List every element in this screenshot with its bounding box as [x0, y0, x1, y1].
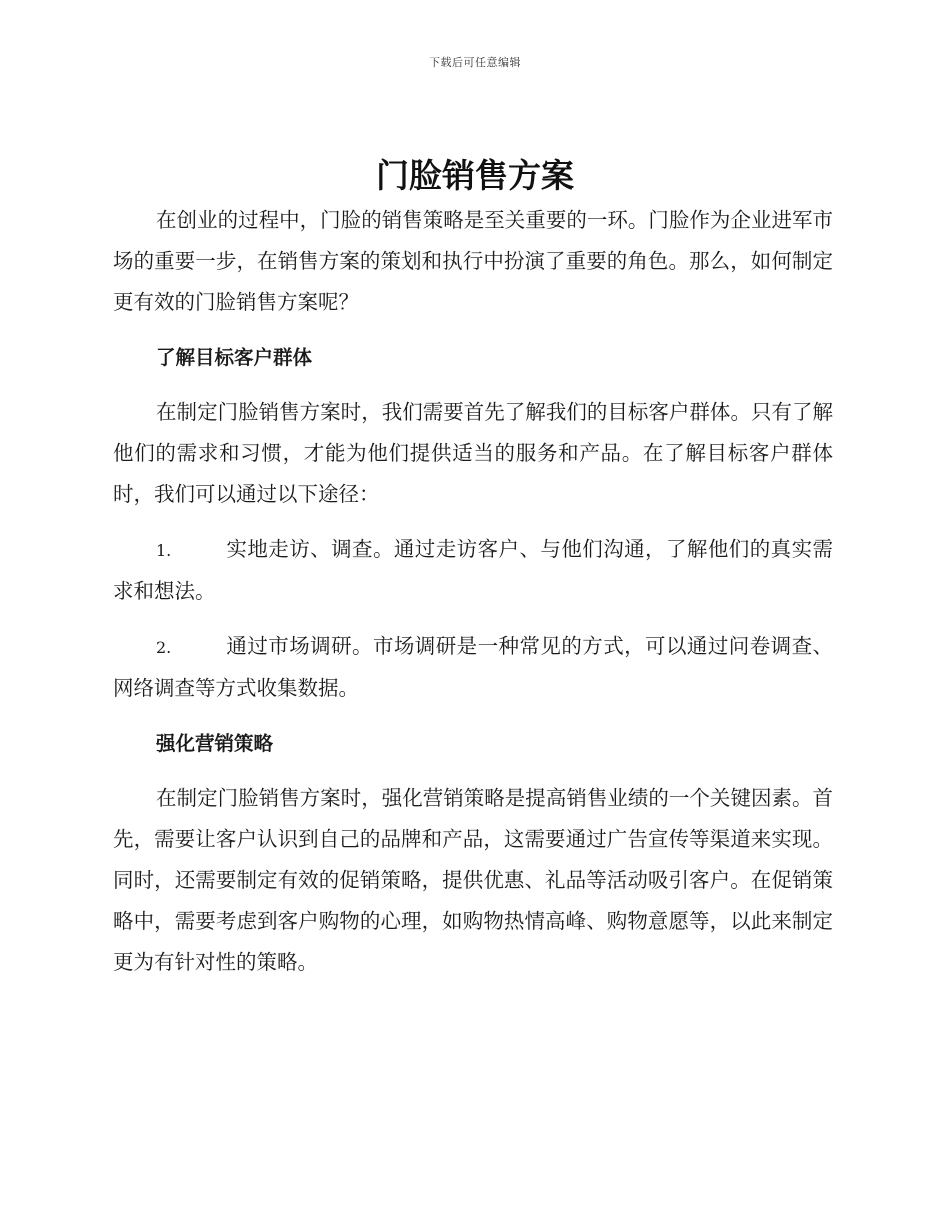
- list-item-number: 2.: [156, 638, 172, 657]
- section-heading-marketing-strategy: 强化营销策略: [156, 732, 274, 755]
- section2-paragraph: 在制定门脸销售方案时，强化营销策略是提高销售业绩的一个关键因素。首先，需要让客户认识到自己的品牌和产品，这需要通过广告宣传等渠道来实现。同时，还需要制定有效的促销策略，提供优惠、礼品等活动吸引客户。在促销策略中，需要考虑到客户购物的心理，如购物热情高峰、购物意愿等，以此来制定更为有针对性的策略。: [113, 786, 833, 974]
- document-title: 门脸销售方案: [376, 156, 574, 195]
- list-item-number: 1.: [156, 541, 172, 560]
- section1-paragraph: 在制定门脸销售方案时，我们需要首先了解我们的目标客户群体。只有了解他们的需求和习惯，才能为他们提供适当的服务和产品。在了解目标客户群体时，我们可以通过以下途径：: [113, 400, 833, 506]
- header-note: 下载后可任意编辑: [429, 56, 521, 69]
- list-item-text: 实地走访、调查。通过走访客户、与他们沟通，了解他们的真实需求和想法。: [113, 537, 833, 603]
- intro-paragraph: 在创业的过程中，门脸的销售策略是至关重要的一环。门脸作为企业进军市场的重要一步，在销售方案的策划和执行中扮演了重要的角色。那么，如何制定更有效的门脸销售方案呢？: [113, 208, 833, 314]
- section-heading-target-customers: 了解目标客户群体: [156, 346, 313, 369]
- list-item-text: 通过市场调研。市场调研是一种常见的方式，可以通过问卷调查、网络调查等方式收集数据。: [113, 634, 833, 700]
- list-item: [113, 529, 833, 612]
- document-body: [113, 200, 833, 983]
- list-item: [113, 626, 833, 709]
